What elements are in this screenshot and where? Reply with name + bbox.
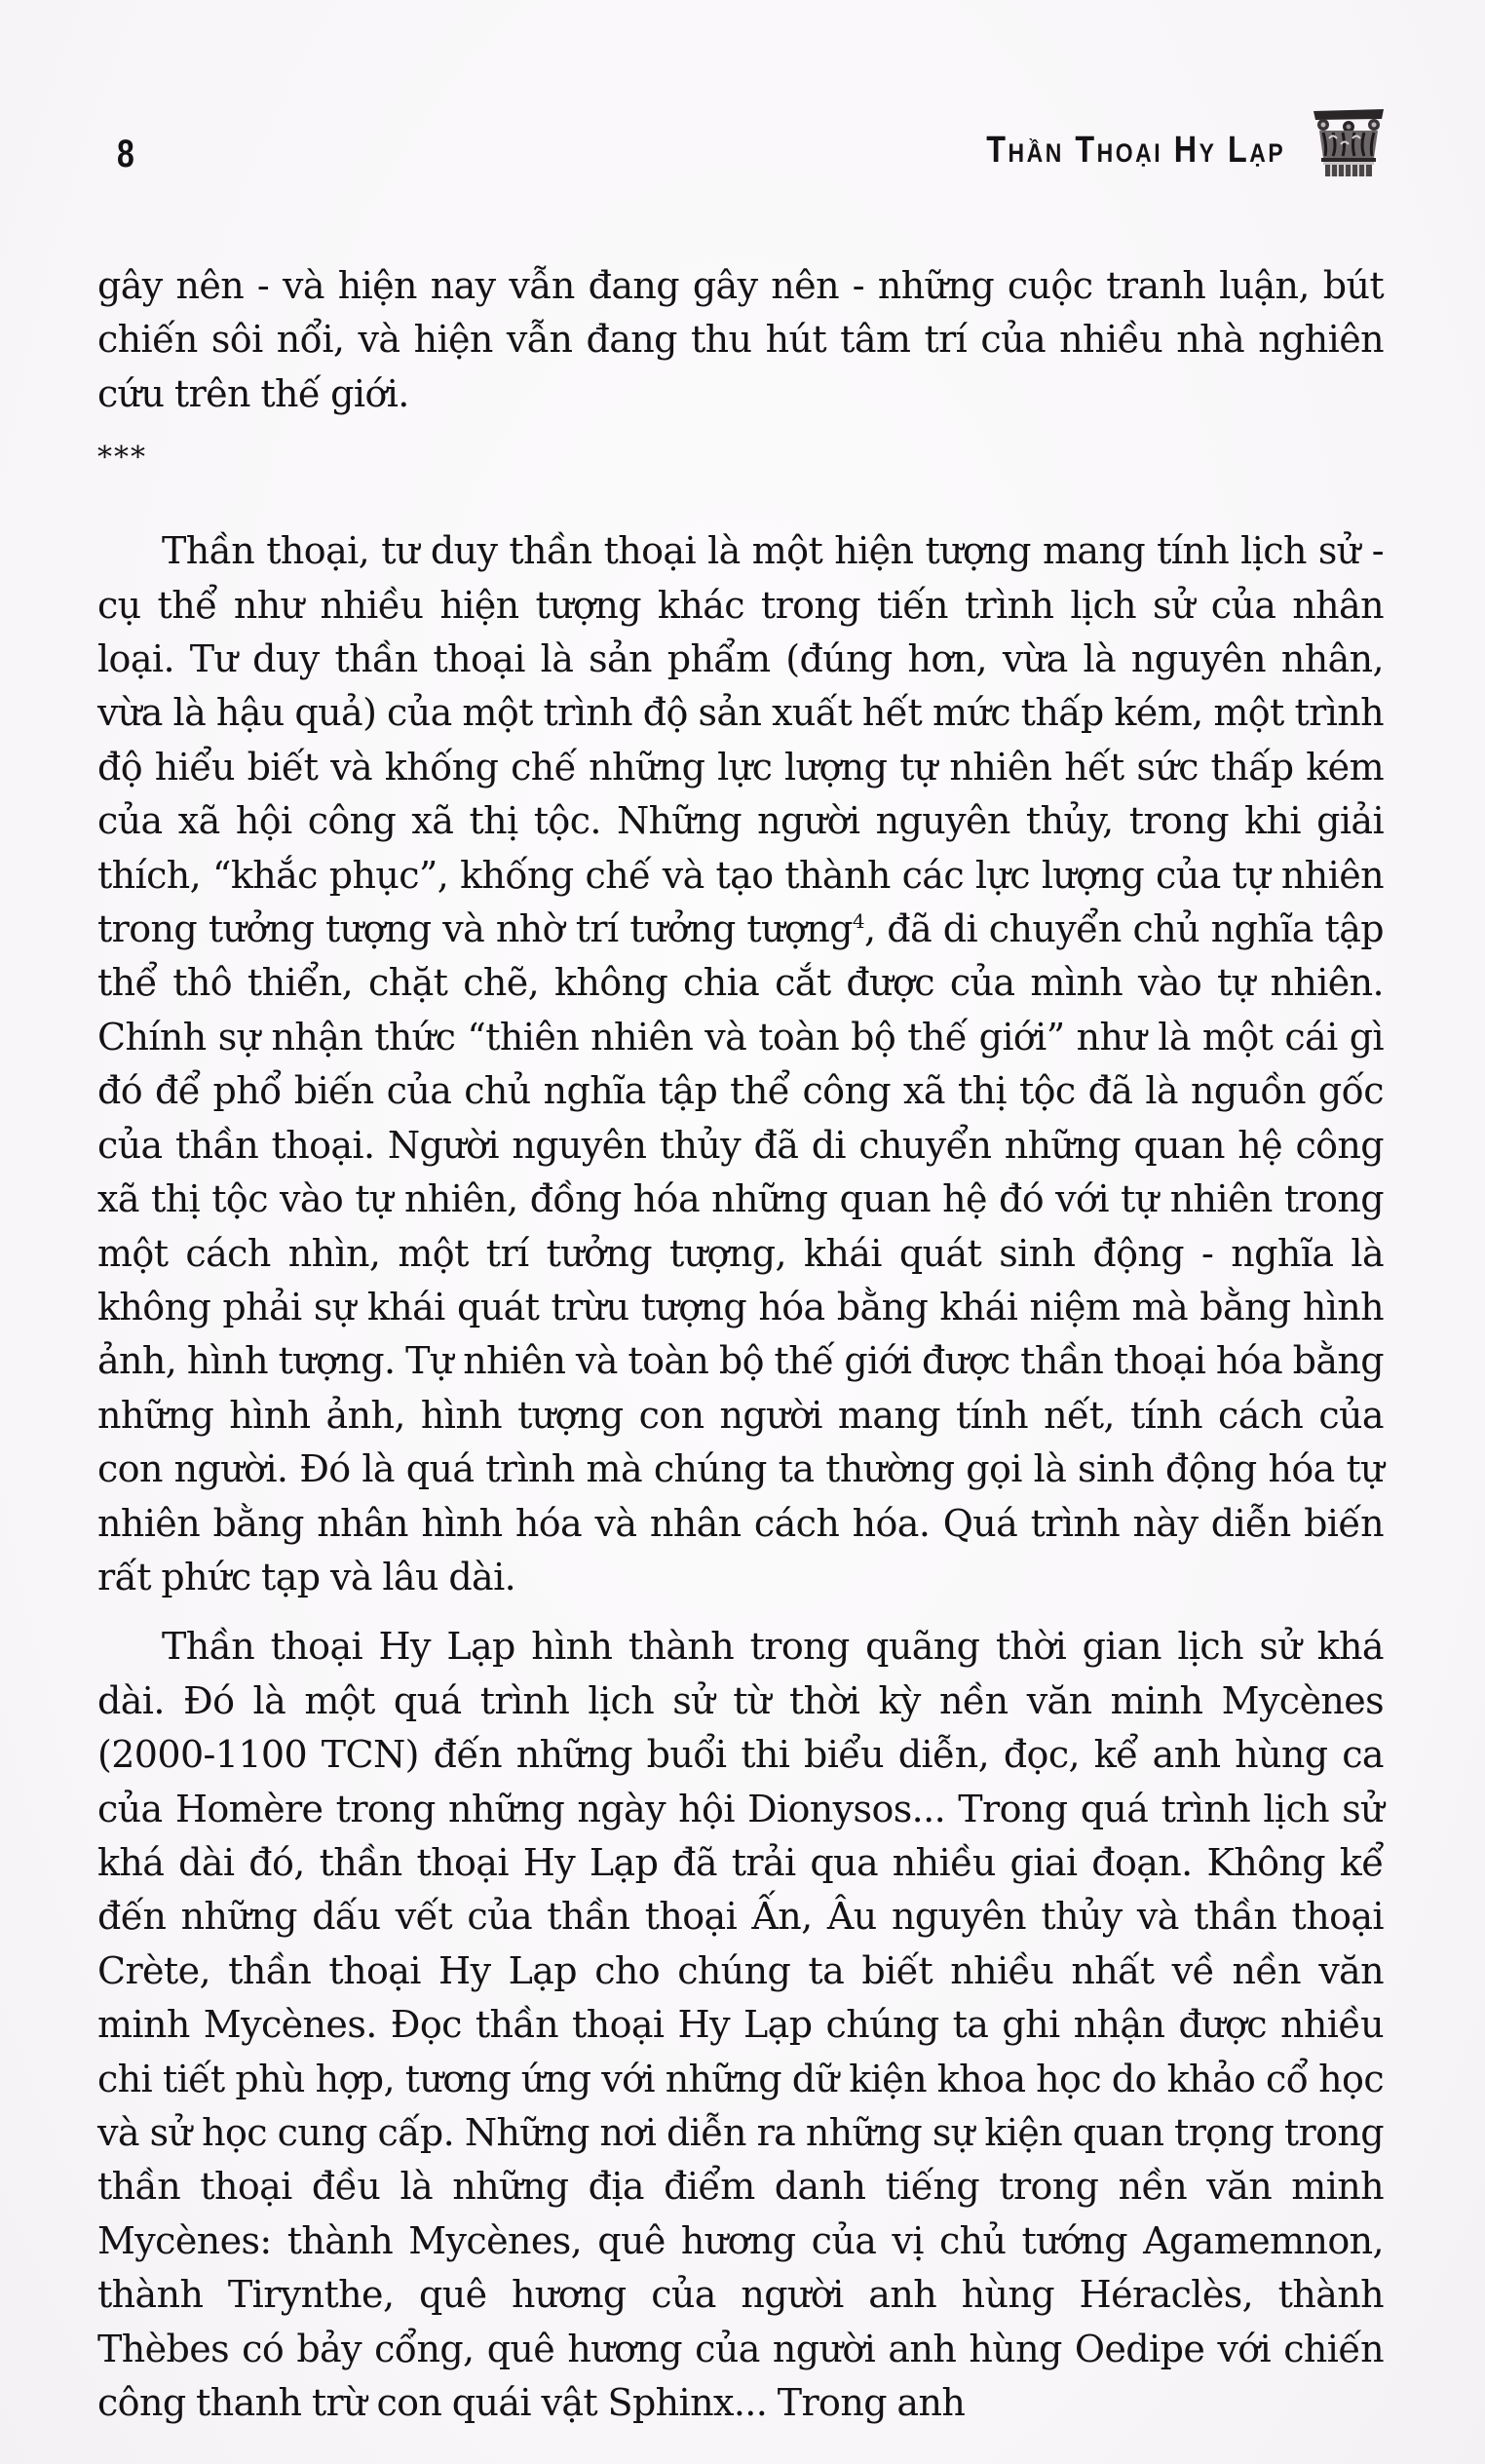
section-separator: *** — [97, 441, 147, 476]
footnote-marker: 4 — [852, 909, 864, 934]
running-title: Thần Thoại Hy Lạp — [985, 130, 1285, 171]
paragraph-continued: gây nên - và hiện nay vẫn đang gây nên - những cuộc tranh luận, bút chiến sôi nổi, và hiện vẫn đang thu hút tâm trí của nhiều nhà nghiên cứu trên thế giới. — [97, 264, 1384, 415]
paragraph-greek-mythology-formation: Thần thoại Hy Lạp hình thành trong quãng thời gian lịch sử khá dài. Đó là một quá trình lịch sử từ thời kỳ nền văn minh Mycènes (2000-1100 TCN) đến những buổi thi biểu diễn, đọc, kể anh hùng ca của Homère trong những ngày hội Dionysos... Trong quá trình lịch sử khá dài đó, thần thoại Hy Lạp đã trải qua nhiều giai đoạn. Không kể đến những dấu vết của thần thoại Ấn, Âu nguyên thủy và thần thoại Crète, thần thoại Hy Lạp cho chúng ta biết nhiều nhất về nền văn minh Mycènes. Đọc thần thoại Hy Lạp chúng ta ghi nhận được nhiều chi tiết phù hợp, tương ứng với những dữ kiện khoa học do khảo cổ học và sử học cung cấp. Những nơi diễn ra những sự kiện quan trọng trong thần thoại đều là những địa điểm danh tiếng trong nền văn minh Mycènes: thành Mycènes, quê hương của vị chủ tướng Agamemnon, thành Tirynthe, quê hương của người anh hùng Héraclès, thành Thèbes có bảy cổng, quê hương của người anh hùng Oedipe với chiến công thanh trừ con quái vật Sphinx... Trong anh — [97, 1625, 1384, 2425]
paragraph-text-b: , đã di chuyển chủ nghĩa tập thể thô thiển, chặt chẽ, không chia cắt được của mình vào tự nhiên. Chính sự nhận thức “thiên nhiên và toàn bộ thế giới” như là một cái gì đó để phổ biến của chủ nghĩa tập thể công xã thị tộc đã là nguồn gốc của thần thoại. Người nguyên thủy đã di chuyển những quan hệ công xã thị tộc vào tự nhiên, đồng hóa những quan hệ đó với tự nhiên trong một cách nhìn, một trí tưởng tượng, khái quát sinh động - nghĩa là không phải sự khái quát trừu tượng hóa bằng khái niệm mà bằng hình ảnh, hình tượng. Tự nhiên và toàn bộ thế giới được thần thoại hóa bằng những hình ảnh, hình tượng con người mang tính nết, tính cách của con người. Đó là quá trình mà chúng ta thường gọi là sinh động hóa tự nhiên bằng nhân hình hóa và nhân cách hóa. Quá trình này diễn biến rất phức tạp và lâu dài. — [97, 907, 1384, 1598]
paragraph-mythological-thinking — [97, 524, 1384, 1604]
corinthian-column-capital-icon — [1310, 103, 1388, 179]
page-number: 8 — [117, 133, 134, 175]
body-text — [97, 259, 1384, 2430]
running-header — [97, 117, 1388, 195]
paragraph-text-a: Thần thoại, tư duy thần thoại là một hiện tượng mang tính lịch sử - cụ thể như nhiều hiện tượng khác trong tiến trình lịch sử của nhân loại. Tư duy thần thoại là sản phẩm (đúng hơn, vừa là nguyên nhân, vừa là hậu quả) của một trình độ sản xuất hết mức thấp kém, một trình độ hiểu biết và khống chế những lực lượng tự nhiên hết sức thấp kém của xã hội công xã thị tộc. Những người nguyên thủy, trong khi giải thích, “khắc phục”, khống chế và tạo thành các lực lượng của tự nhiên trong tưởng tượng và nhờ trí tưởng tượng — [97, 529, 1384, 951]
